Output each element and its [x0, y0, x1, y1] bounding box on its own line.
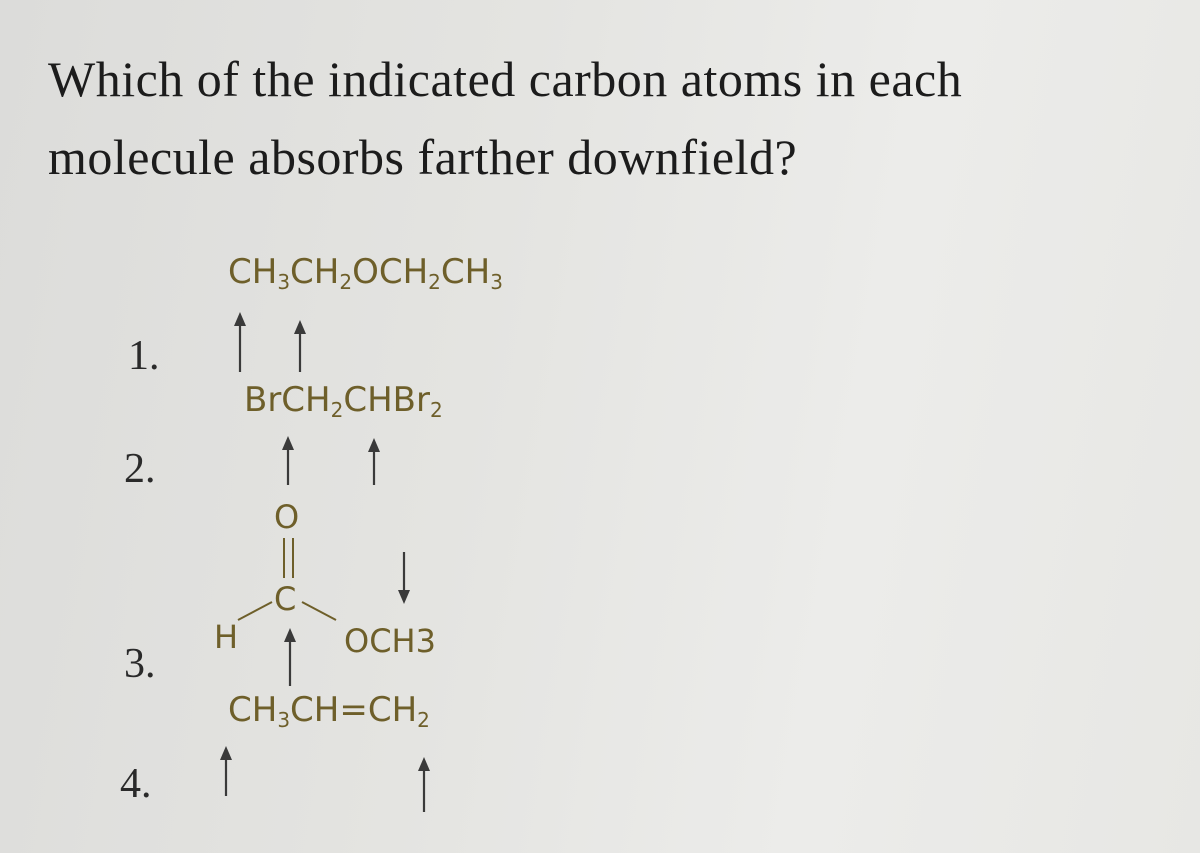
molecule-4-arrow-b [418, 757, 430, 812]
molecule-1-formula: $CH_3CH_2OCH_2CH_3$ [228, 252, 503, 294]
molecule-3-arrow-down [398, 552, 410, 604]
question-line-1: Which of the indicated carbon atoms in each [48, 51, 963, 107]
molecule-1-arrow-b [294, 320, 306, 372]
molecule-3-bond-right [302, 602, 336, 620]
molecule-4-formula: $CH_3CH=CH_2$ [228, 690, 430, 732]
molecule-3-bond-left [238, 602, 272, 620]
item-number-3: 3. [124, 641, 156, 687]
molecule-3-carbon: C [274, 580, 297, 618]
item-number-2: 2. [124, 446, 156, 492]
molecule-3-arrows [284, 552, 410, 686]
molecule-2-arrows [282, 436, 380, 485]
item-number-1: 1. [128, 333, 160, 379]
molecule-3-hydrogen: H [214, 618, 239, 656]
molecule-3-oxygen: O [274, 498, 300, 536]
molecule-1-arrow-a [234, 312, 246, 372]
molecule-2-arrow-a [282, 436, 294, 485]
molecule-3-structure [214, 498, 436, 660]
molecule-2-formula: BrCH$_2$CHBr$_2$ [244, 380, 443, 422]
molecule-2-arrow-b [368, 438, 380, 485]
question-line-2: molecule absorbs farther downfield? [48, 129, 798, 185]
molecule-3-substituent: OCH3 [344, 622, 436, 660]
molecule-4-arrows [220, 746, 430, 812]
molecule-3-arrow-up [284, 628, 296, 686]
molecule-1-arrows [234, 312, 306, 372]
molecule-4-arrow-a [220, 746, 232, 796]
item-number-4: 4. [120, 761, 152, 807]
